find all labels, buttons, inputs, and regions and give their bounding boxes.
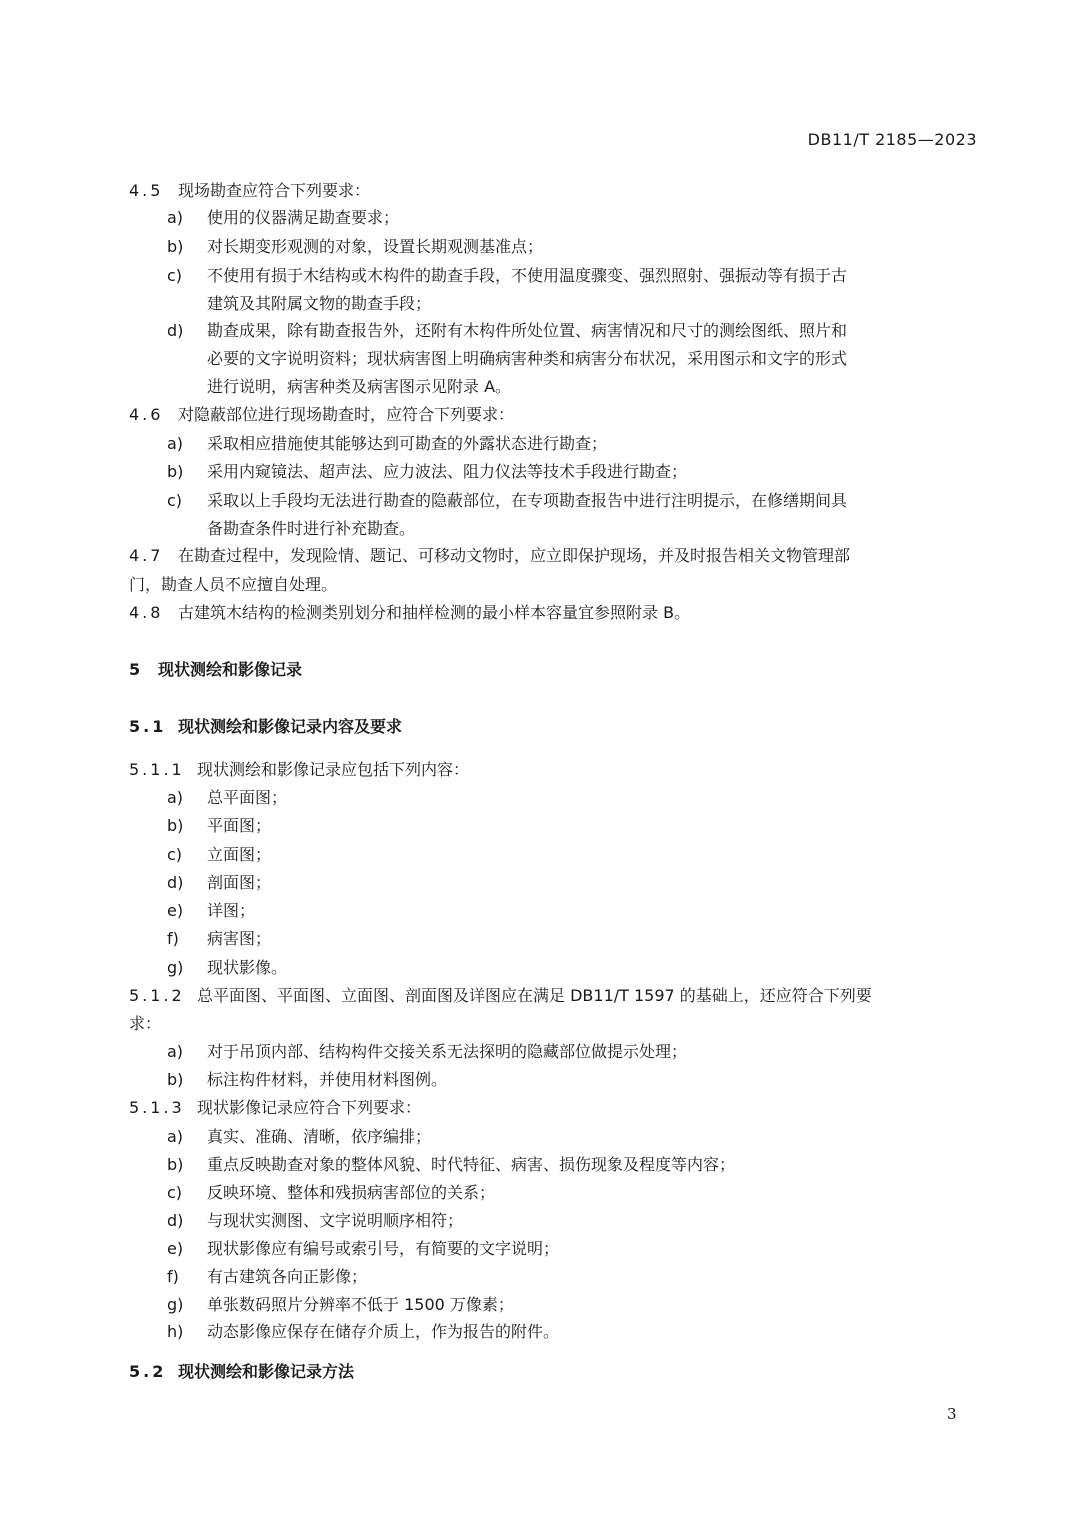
clause-text: 在勘查过程中，发现险情、题记、可移动文物时，应立即保护现场，并及时报告相关文物管理部 <box>178 546 851 565</box>
clause-title: 现状测绘和影像记录应包括下列内容： <box>197 760 470 779</box>
clause-title: 现场勘查应符合下列要求： <box>178 181 371 200</box>
section-title: 现状测绘和影像记录方法 <box>178 1362 355 1381</box>
clause-title: 现状影像记录应符合下列要求： <box>197 1098 422 1117</box>
page-number: 3 <box>947 1405 957 1423</box>
chapter-number: 5 <box>129 660 144 679</box>
clause-number: 5.1.3 <box>129 1098 185 1117</box>
clause-title: 对隐蔽部位进行现场勘查时，应符合下列要求： <box>178 405 515 424</box>
clause-number: 4.5 <box>129 181 164 200</box>
clause-title: 总平面图、平面图、立面图、剖面图及详图应在满足 DB11/T 1597 的基础上，还应符合下列要 <box>197 986 872 1005</box>
clause-number: 4.8 <box>129 603 164 622</box>
section-number: 5.2 <box>129 1362 167 1381</box>
standard-code-header: DB11/T 2185—2023 <box>807 130 977 149</box>
section-number: 5.1 <box>129 717 167 736</box>
section-title: 现状测绘和影像记录内容及要求 <box>178 717 403 736</box>
chapter-title: 现状测绘和影像记录 <box>158 660 303 679</box>
clause-number: 4.7 <box>129 546 164 565</box>
clause-number: 4.6 <box>129 405 164 424</box>
clause-number: 5.1.2 <box>129 986 185 1005</box>
clause-text: 古建筑木结构的检测类别划分和抽样检测的最小样本容量宜参照附录 B。 <box>178 603 691 622</box>
clause-number: 5.1.1 <box>129 760 185 779</box>
